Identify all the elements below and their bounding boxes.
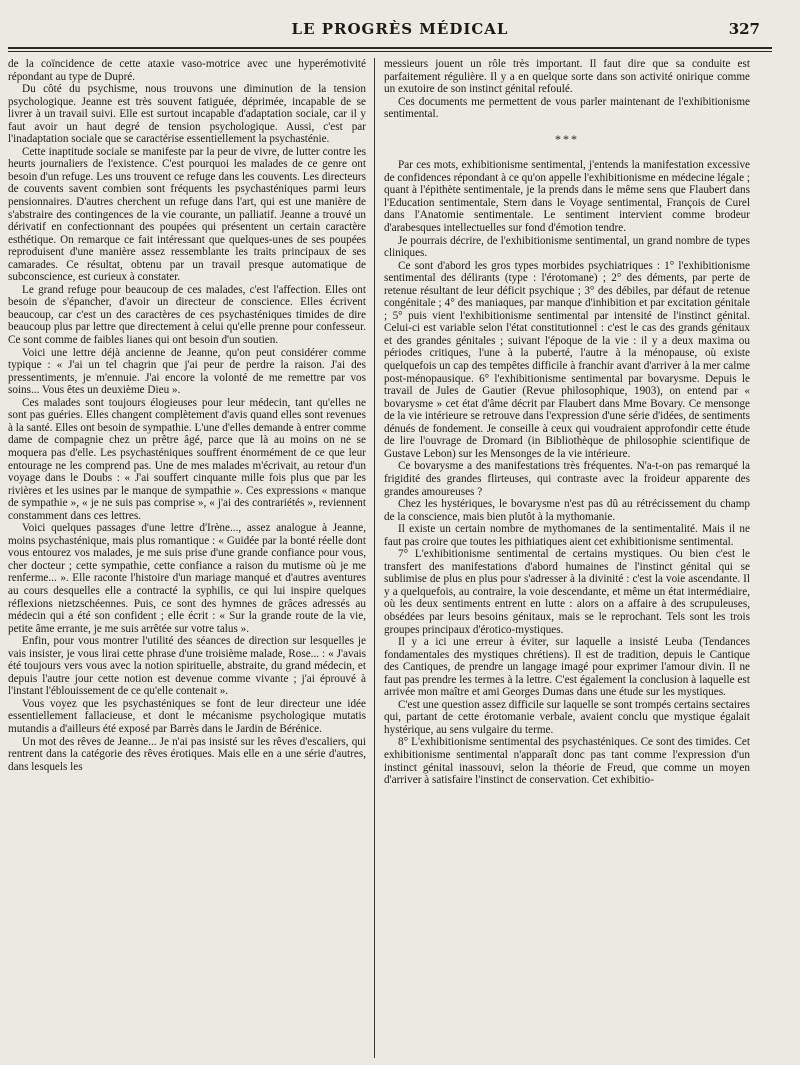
left-column (8, 58, 366, 1058)
paragraph: Un mot des rêves de Jeanne... Je n'ai pas insisté sur les rêves d'escaliers, qui rentrent dans la catégorie des rêves érotiques. Mais elle en a une série d'autres, dans lesquels les (8, 735, 366, 773)
paragraph: Par ces mots, exhibitionisme sentimental, j'entends la manifestation excessive de confidences répondant à ce qu'on appelle l'exhibitionisme en médecine légale ; quant à l'épithète sentimentale, je la prends dans le même sens que Flaubert dans l'Education sentimentale, Stern dans le Voyage sentimental, François de Curel dans l'Anatomie sentimentale. Le sentiment intervient comme brodeur d'arabesques intellectuelles sur fond d'émotion tendre. (384, 159, 750, 235)
paragraph: Enfin, pour vous montrer l'utilité des séances de direction sur lesquelles je vais insister, je vous lirai cette phrase d'une troisième malade, Rose... : « J'avais été toujours vers vous avec la notion spirituelle, abstraite, du grand médecin, et depuis l'autre jour cette notion est devenue comme vivante ; j'ai éprouvé à l'instant l'éblouissement de ce qu'elle contenait ». (8, 635, 366, 698)
paragraph: Cette inaptitude sociale se manifeste par la peur de vivre, de lutter contre les heurts journaliers de l'existence. C'est pourquoi les malades de ce genre ont besoin d'un refuge. Les uns trouvent ce refuge dans les couvents. Les directeurs de couvents savent combien sont fréquents les psychasténiques parmi leurs pensionnaires. D'autres cherchent un refuge dans l'art, qui est une manière de s'abstraire des contingences de la vie courante, un palliatif. Jeanne a trouvé un dérivatif en confectionnant des poupées qui présentent un certain caractère esthétique. On remarque ce fait intéressant que quelques-unes de ses poupées reproduisent d'une manière assez ressemblante les traits principaux de ses camarades. Ce résultat, obtenu par un travail presque automatique de subconscience, est curieux à constater. (8, 145, 366, 284)
paragraph: Ces documents me permettent de vous parler maintenant de l'exhibitionisme sentimental. (384, 95, 750, 121)
page-header (0, 20, 800, 46)
header-rule-thin (8, 51, 772, 52)
header-rule (8, 47, 772, 49)
column-divider (374, 58, 375, 1058)
paragraph: Chez les hystériques, le bovarysme n'est pas dû au rétrécissement du champ de la conscience, mais bien plutôt à la mythomanie. (384, 498, 750, 523)
paragraph: Il y a ici une erreur à éviter, sur laquelle a insisté Leuba (Tendances fondamentales des mystiques chrétiens). Il est de tradition, depuis le Cantique des Cantiques, de prendre un langage imagé pour exprimer l'amour divin. Il ne faut pas prendre les termes à la lettre. C'est également la conclusion à laquelle est arrivée mon maître et ami Georges Dumas dans une étude sur les mystiques. (384, 636, 750, 699)
paragraph: Le grand refuge pour beaucoup de ces malades, c'est l'affection. Elles ont besoin de s'épancher, d'avoir un directeur de conscience. Elles écrivent beaucoup, car c'est un des caractères de ces psychasténiques timides de dire beaucoup plus par lettre que directement à celui qu'elle prenne pour confesseur. Ce sont comme de faibles lianes qui ont besoin d'un soutien. (8, 283, 366, 347)
paragraph: Du côté du psychisme, nous trouvons une diminution de la tension psychologique. Jeanne est très souvent fatiguée, déprimée, incapable de se livrer à un travail suivi. Elle est surtout incapable d'adaptation sociale, car il y faut avoir un haut degré de tension psychologique. Aussi, c'est par l'inadaptation sociale que se caractérise essentiellement la psychasténie. (8, 83, 366, 146)
paragraph: 8° L'exhibitionisme sentimental des psychasténiques. Ce sont des timides. Cet exhibitionisme sentimental n'apparaît donc pas tant comme l'expression d'un instinct génital inassouvi, selon la théorie de Freud, que comme un moyen d'arriver à satisfaire l'instinct de conservation. Cet exhibitio- (384, 736, 750, 787)
paragraph: Je pourrais décrire, de l'exhibitionisme sentimental, un grand nombre de types cliniques. (384, 234, 750, 260)
paragraph: Voici quelques passages d'une lettre d'Irène..., assez analogue à Jeanne, moins psychasténique, mais plus romantique : « Guidée par la bonté réelle dont vous entourez vos malades, je me suis prise d'une grande confiance pour vous, cher docteur ; cette sympathie, cette confiance a raison du mutisme où je me renferme... ». Elle raconte l'histoire d'un mariage manqué et d'autres aventures au cours desquelles elle a contracté la syphilis, ce qui lui inspire quelques réflexions nietzschéennes. Puis, ce sont des hymnes de grâces adressés au médecin qui a été son confident ; elle écrit : « Sur la grande route de la vie, petite âme errante, je me suis arrêtée sur votre talus ». (8, 522, 366, 635)
paragraph: Vous voyez que les psychasténiques se font de leur directeur une idée essentiellement fallacieuse, et dont le mécanisme psychologique mutatis mutandis a d'ailleurs été exposé par Barrès dans le Jardin de Bérénice. (8, 697, 366, 735)
section-asterism: *** (555, 131, 579, 146)
running-head: LE PROGRÈS MÉDICAL (291, 20, 509, 38)
paragraph: Ces malades sont toujours élogieuses pour leur médecin, tant qu'elles ne sont pas guéries. Elles changent complètement d'avis quand elles sont revenues à la santé. Elles ont besoin de sympathie. L'une d'elles demande à entrer comme dame de compagnie chez un prêtre âgé, parce que là au moins on ne se moquera pas d'elle. Les psychasténiques souffrent énormément de ce que leur entourage ne les comprend pas. Une de mes malades m'écrivait, au retour d'un voyage dans le Doubs : « J'ai souffert cinquante mille fois plus que par les rivières et les usines par le manque de sympathie ». Ces expressions « manque de sympathie », « je ne suis pas comprise », « j'ai des contrariétés », reviennent constamment dans ces lettres. (8, 396, 366, 522)
paragraph: de la coïncidence de cette ataxie vaso-motrice avec une hyperémotivité répondant au type de Dupré. (8, 58, 366, 83)
page-number: 327 (728, 20, 760, 38)
paragraph: messieurs jouent un rôle très important. Il faut dire que sa conduite est parfaitement régulière. Il y a en quelque sorte dans son activité onirique comme un exutoire de son instinct génital refoulé. (384, 58, 750, 96)
paragraph: 7° L'exhibitionisme sentimental de certains mystiques. Ou bien c'est le transfert des manifestations d'abord humaines de l'instinct génital qui se sublimise de plus en plus pour s'adresser à la divinité : c'est la voie ascendante. Il y a quelquefois, au contraire, la voie descendante, et même un état intermédiaire, où les deux sentiments entrent en lutte : alors on a affaire à des scrupuleuses, obsédées par leurs besoins génitaux, mais se le reprochant. Tels sont les trois groupes principaux d'érotico-mystiques. (384, 548, 750, 636)
paragraph: Il existe un certain nombre de mythomanes de la sentimentalité. Mais il ne faut pas croire que toutes les pithiatiques aient cet exhibitionisme sentimental. (384, 523, 750, 548)
right-column (384, 58, 750, 1058)
paragraph: Voici une lettre déjà ancienne de Jeanne, qu'on peut considérer comme typique : « J'ai un tel chagrin que j'ai peur de perdre la raison. J'ai des pressentiments, je m'ennuie. J'ai encore la volonté de me remettre par vos soins... Vous êtes un deuxième Dieu ». (8, 346, 366, 397)
paragraph: Ce bovarysme a des manifestations très fréquentes. N'a-t-on pas remarqué la frigidité des grandes flirteuses, qui contraste avec la froideur apparente des grandes amoureuses ? (384, 460, 750, 498)
paragraph: Ce sont d'abord les gros types morbides psychiatriques : 1° l'exhibitionisme sentimental des délirants (type : l'érotomane) ; 2° des déments, par perte de retenue résultant de leur déficit psychique ; 3° des débiles, par défaut de retenue congénitale ; 4° des maniaques, par manque d'inhibition et par excitation génitale ; 5° puis vient l'exhibitionisme sentimental par intensité de l'instinct génital. Celui-ci est variable selon l'état constitutionnel : c'est le cas des grands génitaux et des grandes génitales ; suivant l'époque de la vie : il y a deux maxima ou périodes critiques, l'une à la puberté, l'autre à la ménopause, où existe quelquefois un cap des tempêtes difficile à franchir avant d'arriver à la mer calme post-ménopausique. 6° l'exhibitionisme sentimental par bovarysme. Depuis le travail de Jules de Gautier (Revue philosophique, 1903), on entend par « bovarysme » cet état d'âme décrit par Flaubert dans Mme Bovary. Ce mensonge de la vie intérieure se retrouve dans l'expression d'une série d'idées, de sentiments dénués de fondement. Je conseille à ceux qui voudraient approfondir cette étude de lire l'ouvrage de Dromard (in Bibliothèque de philosophie scientifique de Gustave Lebon) sur les Mensonges de la vie intérieure. (384, 259, 750, 460)
paragraph: C'est une question assez difficile sur laquelle se sont trompés certains sectaires qui, partant de cette érotomanie verbale, avaient conclu que mystique égalait hystérique, au sens vulgaire du terme. (384, 698, 750, 736)
